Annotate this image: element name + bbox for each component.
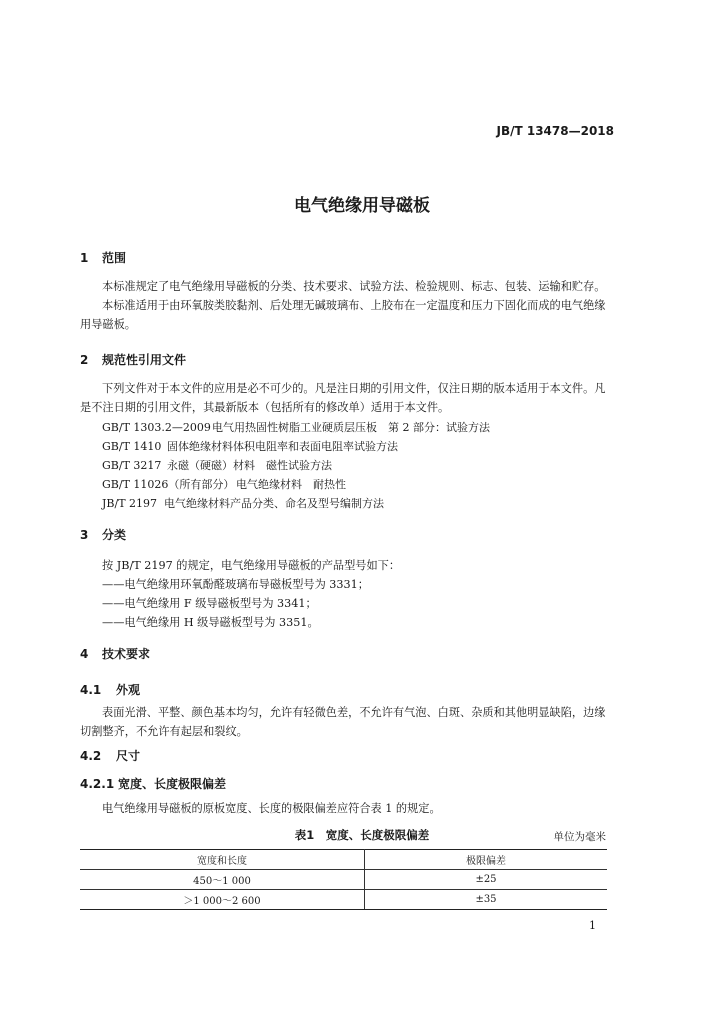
list-item: ——电气绝缘用环氧酚醛玻璃布导磁板型号为 3331； <box>102 578 369 591</box>
table-header-cell: 宽度和长度 <box>80 850 365 870</box>
subsection-title: 宽度、长度极限偏差 <box>118 777 227 791</box>
subsection-number: 4.2 <box>80 749 102 763</box>
paragraph: 下列文件对于本文件的应用是必不可少的。凡是注日期的引用文件，仅注日期的版本适用于本文件。凡是不注日期的引用文件，其最新版本（包括所有的修改单）适用于本文件。 <box>80 382 606 414</box>
table-cell: ±25 <box>365 870 608 890</box>
section-number: 1 <box>80 251 89 265</box>
table-cell: ＞1 000～2 600 <box>80 890 365 910</box>
reference-item <box>102 476 346 492</box>
page-number: 1 <box>589 919 596 932</box>
document-title: 电气绝缘用导磁板 <box>294 196 430 216</box>
table-cell: 450～1 000 <box>80 870 365 890</box>
reference-item <box>102 438 398 454</box>
section-heading-scope <box>80 249 126 266</box>
section-number: 2 <box>80 353 89 367</box>
deviation-table <box>80 849 607 910</box>
subsection-heading-size <box>80 747 140 764</box>
paragraph: 电气绝缘用导磁板的原板宽度、长度的极限偏差应符合表 1 的规定。 <box>102 802 441 815</box>
reference-item <box>102 495 384 511</box>
section-number: 3 <box>80 528 89 542</box>
standard-code: JB/T 13478—2018 <box>496 124 614 138</box>
reference-title: 电气用热固性树脂工业硬质层压板 第 2 部分：试验方法 <box>212 421 490 434</box>
table-row <box>80 890 607 910</box>
reference-code: GB/T 3217 <box>102 459 162 472</box>
table-header-row <box>80 850 607 870</box>
table-header-cell: 极限偏差 <box>365 850 608 870</box>
table-caption: 表1 宽度、长度极限偏差 <box>294 828 430 842</box>
table-unit: 单位为毫米 <box>553 831 606 843</box>
subsection-heading-appearance <box>80 681 140 698</box>
reference-title: 永磁（硬磁）材料 磁性试验方法 <box>167 459 332 472</box>
section-number: 4 <box>80 647 89 661</box>
subsection-number: 4.2.1 <box>80 777 115 791</box>
section-title: 分类 <box>102 528 127 542</box>
paragraph: 本标准规定了电气绝缘用导磁板的分类、技术要求、试验方法、检验规则、标志、包装、运输和贮存。 <box>102 280 606 293</box>
section-title: 技术要求 <box>102 647 151 661</box>
reference-title: 电气绝缘材料产品分类、命名及型号编制方法 <box>164 497 384 510</box>
reference-code: GB/T 11026（所有部分） <box>102 478 235 491</box>
reference-code: JB/T 2197 <box>102 497 158 510</box>
paragraph: 表面光滑、平整、颜色基本均匀，允许有轻微色差，不允许有气泡、白斑、杂质和其他明显缺陷，边缘切割整齐，不允许有起层和裂纹。 <box>80 706 606 738</box>
section-heading-classification <box>80 526 126 543</box>
reference-title: 电气绝缘材料 耐热性 <box>236 478 346 491</box>
section-title: 规范性引用文件 <box>102 353 187 367</box>
reference-item <box>102 419 490 435</box>
section-title: 范围 <box>102 251 127 265</box>
subsection-heading-deviation <box>80 775 226 792</box>
reference-code: GB/T 1410 <box>102 440 162 453</box>
reference-title: 固体绝缘材料体积电阻率和表面电阻率试验方法 <box>167 440 398 453</box>
paragraph: 本标准适用于由环氧胺类胶黏剂、后处理无碱玻璃布、上胶布在一定温度和压力下固化而成的电气绝缘用导磁板。 <box>80 299 606 331</box>
table-cell: ±35 <box>365 890 608 910</box>
paragraph: 按 JB/T 2197 的规定，电气绝缘用导磁板的产品型号如下： <box>102 559 401 572</box>
section-heading-tech <box>80 645 150 662</box>
table-row <box>80 870 607 890</box>
section-heading-refs <box>80 351 186 368</box>
list-item: ——电气绝缘用 F 级导磁板型号为 3341； <box>102 597 317 610</box>
reference-item <box>102 457 332 473</box>
subsection-title: 外观 <box>116 683 141 697</box>
list-item: ——电气绝缘用 H 级导磁板型号为 3351。 <box>102 616 319 629</box>
subsection-title: 尺寸 <box>116 749 141 763</box>
reference-code: GB/T 1303.2—2009 <box>102 421 211 434</box>
subsection-number: 4.1 <box>80 683 102 697</box>
